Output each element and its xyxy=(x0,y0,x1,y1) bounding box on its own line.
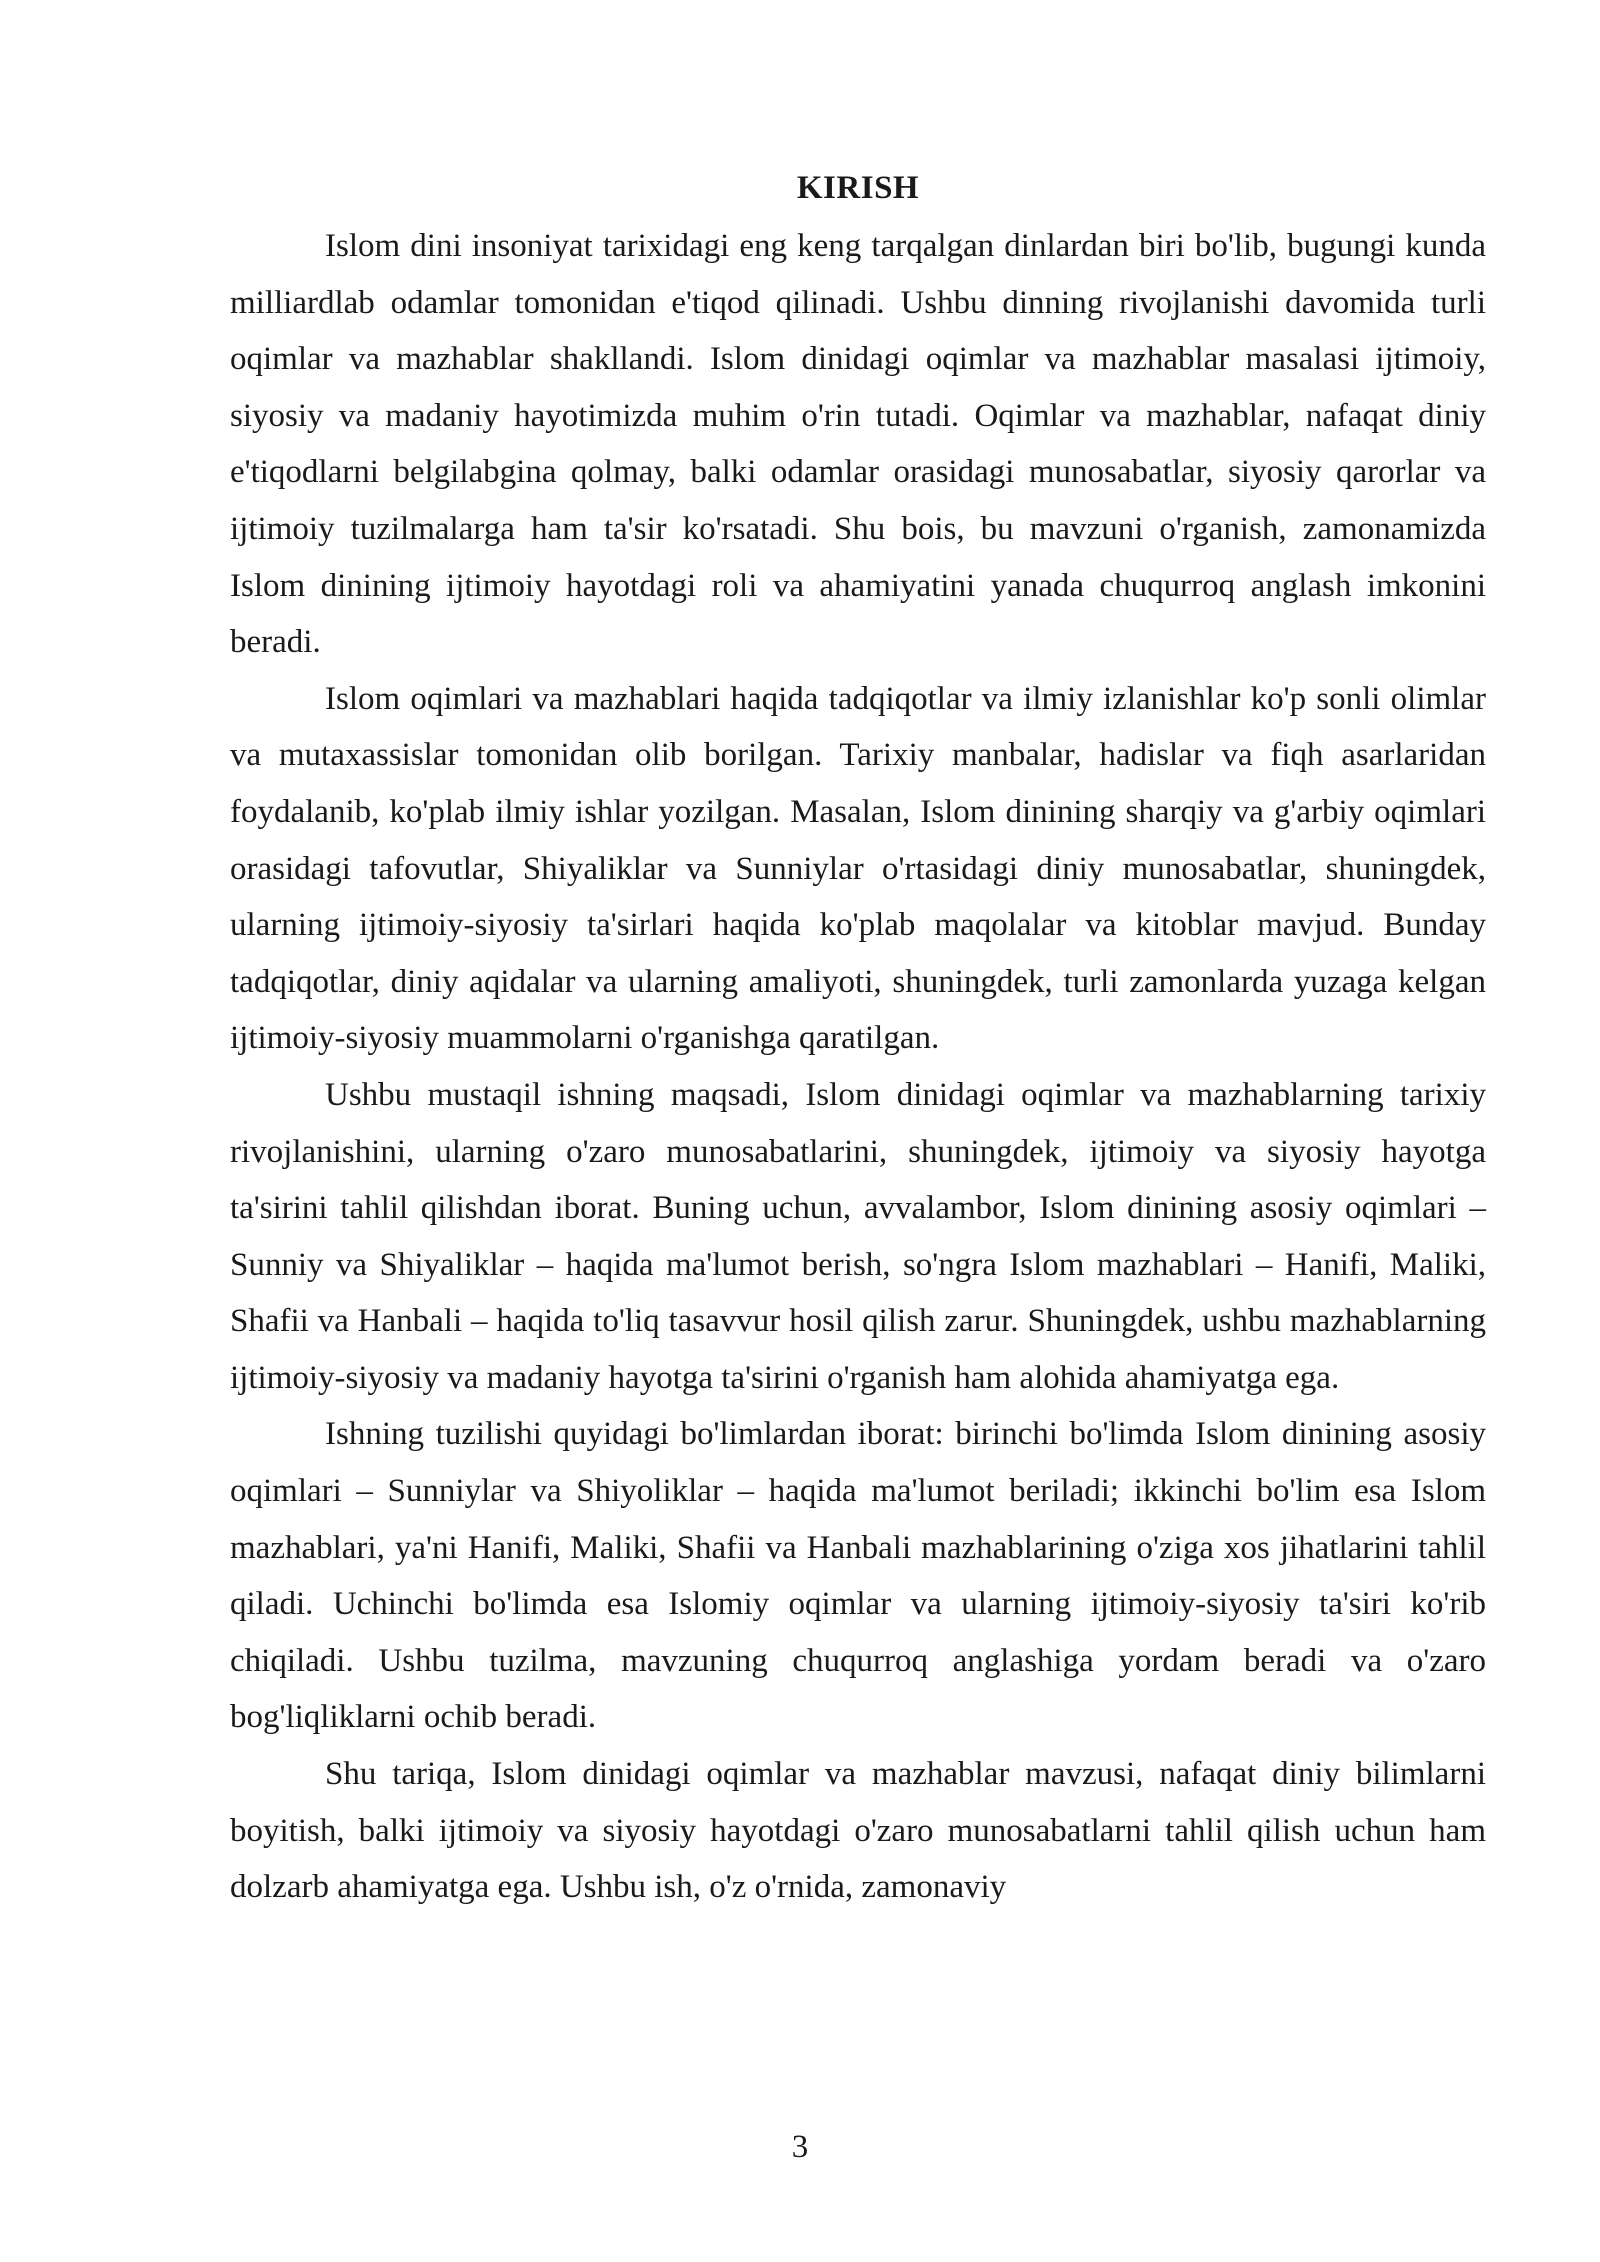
section-title: KIRISH xyxy=(796,170,920,206)
page-number: 3 xyxy=(791,2129,809,2165)
paragraph-goal: Ushbu mustaqil ishning maqsadi, Islom dinidagi oqimlar va mazhablarning tarixiy rivojlanishini, ularning o'zaro munosabatlarini, shuningdek, ijtimoiy va siyosiy hayotga ta'sirini tahlil qilishdan iborat. Buning uchun, avvalambor, Islom dinining asosiy oqimlari – Sunniy va Shiyaliklar – haqida ma'lumot berish, so'ngra Islom mazhablari – Hanifi, Maliki, Shafii va Hanbali – haqida to'liq tasavvur hosil qilish zarur. Shuningdek, ushbu mazhablarning ijtimoiy-siyosiy va madaniy hayotga ta'sirini o'rganish ham alohida ahamiyatga ega. xyxy=(230,1076,1486,1396)
document-page xyxy=(230,160,1486,1916)
paragraph-structure: Ishning tuzilishi quyidagi bo'limlardan iborat: birinchi bo'limda Islom dinining asosiy oqimlari – Sunniylar va Shiyoliklar – haqida ma'lumot beriladi; ikkinchi bo'lim esa Islom mazhablari, ya'ni Hanifi, Maliki, Shafii va Hanbali mazhablarining o'ziga xos jihatlarini tahlil qiladi. Uchinchi bo'limda esa Islomiy oqimlar va ularning ijtimoiy-siyosiy ta'siri ko'rib chiqiladi. Ushbu tuzilma, mavzuning chuqurroq anglashiga yordam beradi va o'zaro bog'liqliklarni ochib beradi. xyxy=(230,1416,1486,1736)
paragraph-research: Islom oqimlari va mazhablari haqida tadqiqotlar va ilmiy izlanishlar ko'p sonli olimlar va mutaxassislar tomonidan olib borilgan. Tarixiy manbalar, hadislar va fiqh asarlaridan foydalanib, ko'plab ilmiy ishlar yozilgan. Masalan, Islom dinining sharqiy va g'arbiy oqimlari orasidagi tafovutlar, Shiyaliklar va Sunniylar o'rtasidagi diniy munosabatlar, shuningdek, ularning ijtimoiy-siyosiy ta'sirlari haqida ko'plab maqolalar va kitoblar mavjud. Bunday tadqiqotlar, diniy aqidalar va ularning amaliyoti, shuningdek, turli zamonlarda yuzaga kelgan ijtimoiy-siyosiy muammolarni o'rganishga qaratilgan. xyxy=(230,680,1486,1057)
paragraph-conclusion: Shu tariqa, Islom dinidagi oqimlar va mazhablar mavzusi, nafaqat diniy bilimlarni boyitish, balki ijtimoiy va siyosiy hayotdagi o'zaro munosabatlarni tahlil qilish uchun ham dolzarb ahamiyatga ega. Ushbu ish, o'z o'rnida, zamonaviy xyxy=(230,1756,1486,1906)
paragraph-intro: Islom dini insoniyat tarixidagi eng keng tarqalgan dinlardan biri bo'lib, bugungi kunda milliardlab odamlar tomonidan e'tiqod qilinadi. Ushbu dinning rivojlanishi davomida turli oqimlar va mazhablar shakllandi. Islom dinidagi oqimlar va mazhablar masalasi ijtimoiy, siyosiy va madaniy hayotimizda muhim o'rin tutadi. Oqimlar va mazhablar, nafaqat diniy e'tiqodlarni belgilabgina qolmay, balki odamlar orasidagi munosabatlar, siyosiy qarorlar va ijtimoiy tuzilmalarga ham ta'sir ko'rsatadi. Shu bois, bu mavzuni o'rganish, zamonamizda Islom dinining ijtimoiy hayotdagi roli va ahamiyatini yanada chuqurroq anglash imkonini beradi. xyxy=(230,228,1486,661)
